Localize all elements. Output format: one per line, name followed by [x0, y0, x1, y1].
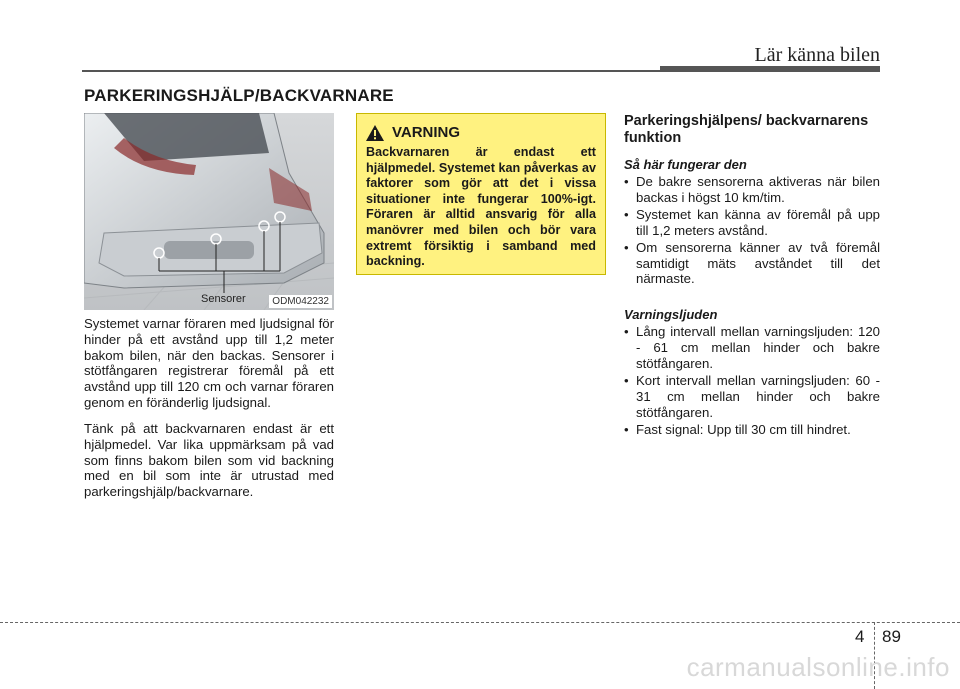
function-column: [624, 113, 880, 439]
list-item: • Lång intervall mellan varningsljuden: 120 - 61 cm mellan hinder och bakre stötfångaren.: [624, 324, 880, 372]
warning-title: VARNING: [392, 124, 461, 141]
header-title: Lär känna bilen: [754, 44, 880, 66]
warning-header: [366, 124, 596, 141]
list-item: • Kort intervall mellan varningsljuden: 60 - 31 cm mellan hinder och bakre stötfångaren.: [624, 373, 880, 421]
section-title: PARKERINGSHJÄLP/BACKVARNARE: [84, 86, 394, 105]
warning-text: Backvarnaren är endast ett hjälpmedel. Systemet kan påverkas av faktorer som gör att det i vissa situationer inte fungerar 100%-igt. Föraren är alltid ansvarig för alla manövrer med bilen och bör vara extremt försiktig i samband med backning.: [366, 145, 596, 269]
watermark: carmanualsonline.info: [686, 652, 950, 682]
figure-code: ODM042232: [269, 295, 332, 308]
intro-paragraph: Systemet varnar föraren med ljudsignal för hinder på ett avstånd upp till 1,2 meter bakom bilen, när den backas. Sensorer i stötfångaren registrerar föremål på ett avstånd upp till 120 cm och varnar föraren genom en föränderlig ljudsignal.: [84, 316, 334, 410]
warning-triangle-icon: [366, 125, 384, 141]
footer-rule: [0, 622, 960, 623]
warning-box: [356, 113, 606, 275]
sensor-label: Sensorer: [201, 293, 246, 305]
warning-sounds-heading: Varningsljuden: [624, 307, 718, 323]
list-item: • Systemet kan känna av föremål på upp till 1,2 meters avstånd.: [624, 207, 880, 239]
header-bar: [660, 66, 880, 72]
function-title: Parkeringshjälpens/ backvarnarens funktion: [624, 113, 869, 146]
page-number: 89: [882, 627, 901, 646]
list-item: • Fast signal: Upp till 30 cm till hindret.: [624, 422, 880, 438]
list-item: • Om sensorerna känner av två föremål samtidigt mäts avståndet till det närmaste.: [624, 240, 880, 288]
car-rear-photo: [84, 113, 334, 310]
chapter-number: 4: [855, 627, 865, 646]
list-item: • De bakre sensorerna aktiveras när bilen backas i högst 10 km/tim.: [624, 174, 880, 206]
reminder-paragraph: Tänk på att backvarnaren endast är ett hjälpmedel. Var lika uppmärksam på vad som finns bakom bilen som vid backning med en bil som inte är utrustad med parkeringshjälp/backvarnare.: [84, 421, 334, 500]
header-rule: [82, 70, 662, 72]
car-rear-illustration: [84, 113, 334, 310]
warning-sounds-list: [624, 324, 880, 437]
how-it-works-list: [624, 174, 880, 287]
how-it-works-heading: Så här fungerar den: [624, 157, 747, 172]
